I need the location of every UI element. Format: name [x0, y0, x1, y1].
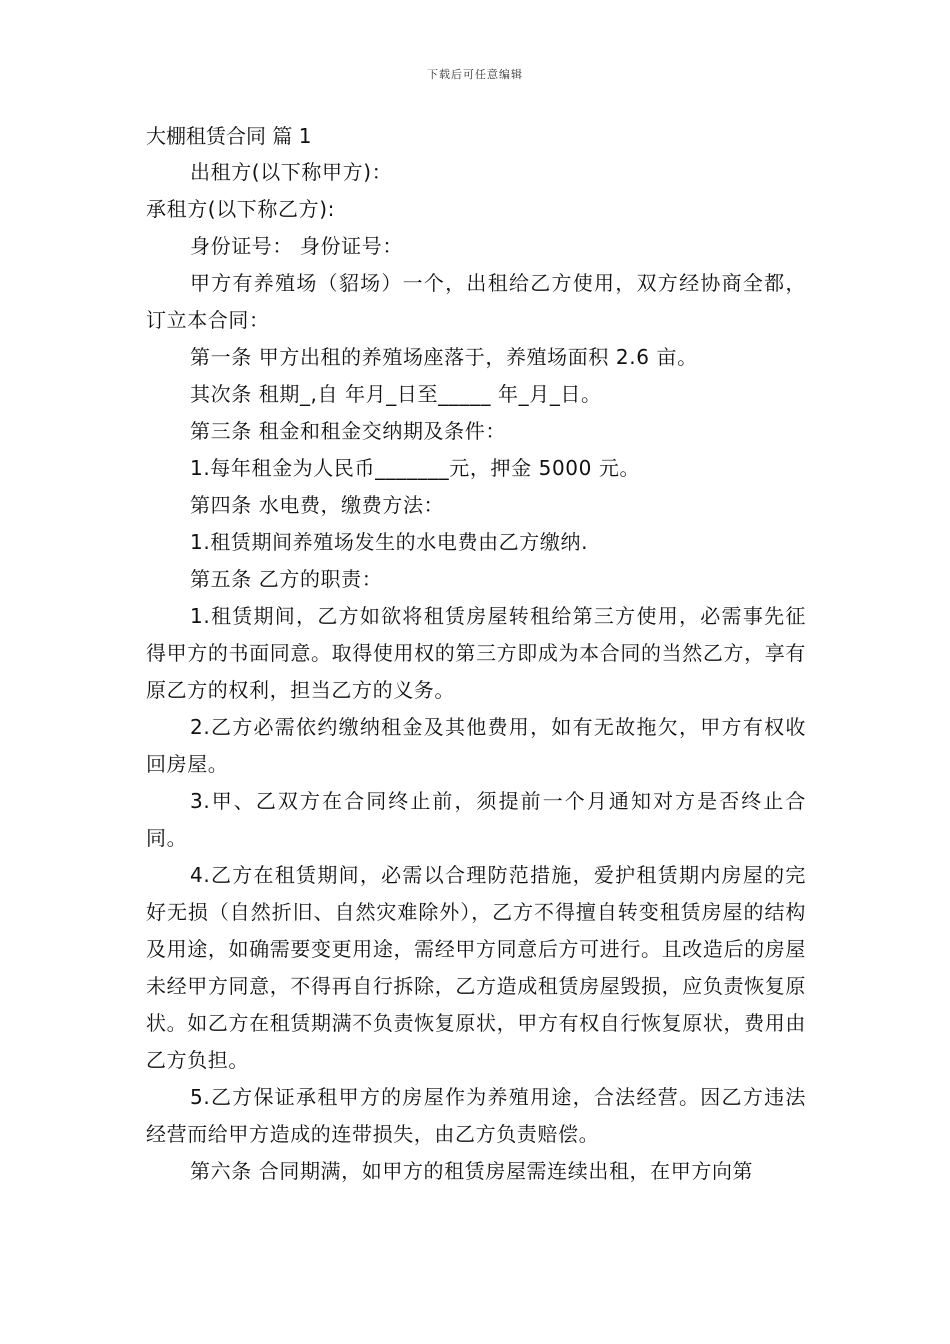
- paragraph: 其次条 租期_,自 年月_日至_____ 年_月_日。: [190, 382, 602, 406]
- paragraph-list: [146, 154, 806, 1190]
- paragraph: 第三条 租金和租金交纳期及条件：: [190, 419, 506, 443]
- paragraph: 1.租赁期间，乙方如欲将租赁房屋转租给第三方使用，必需事先征得甲方的书面同意。取得使用权的第三方即成为本合同的当然乙方，享有原乙方的权利，担当乙方的义务。: [146, 604, 806, 702]
- paragraph: 4.乙方在租赁期间，必需以合理防范措施，爱护租赁期内房屋的完好无损（自然折旧、自然灾难除外），乙方不得擅自转变租赁房屋的结构及用途，如确需要变更用途，需经甲方同意后方可进行。且改造后的房屋未经甲方同意，不得再自行拆除，乙方造成租赁房屋毁损，应负责恢复原状。如乙方在租赁期满不负责恢复原状，甲方有权自行恢复原状，费用由乙方负担。: [146, 863, 806, 1072]
- paragraph: 甲方有养殖场（貂场）一个，出租给乙方使用，双方经协商全都，订立本合同：: [146, 271, 806, 332]
- page-header-note: 下载后可任意编辑: [427, 68, 523, 81]
- document-title: 大棚租赁合同 篇 1: [146, 124, 312, 148]
- paragraph: 1.每年租金为人民币_______元，押金 5000 元。: [190, 456, 641, 480]
- paragraph: 身份证号： 身份证号：: [190, 234, 403, 258]
- paragraph: 第五条 乙方的职责：: [190, 567, 383, 591]
- paragraph: 出租方(以下称甲方)：: [190, 160, 393, 184]
- paragraph: 第一条 甲方出租的养殖场座落于，养殖场面积 2.6 亩。: [190, 345, 698, 369]
- paragraph: 2.乙方必需依约缴纳租金及其他费用，如有无故拖欠，甲方有权收回房屋。: [146, 715, 806, 776]
- paragraph: 5.乙方保证承租甲方的房屋作为养殖用途，合法经营。因乙方违法经营而给甲方造成的连带损失，由乙方负责赔偿。: [146, 1085, 806, 1146]
- paragraph: 承租方(以下称乙方):: [146, 197, 335, 221]
- paragraph: 3.甲、乙双方在合同终止前，须提前一个月通知对方是否终止合同。: [146, 789, 806, 850]
- paragraph: 第六条 合同期满，如甲方的租赁房屋需连续出租，在甲方向第: [190, 1159, 754, 1183]
- document-body: [146, 118, 806, 1190]
- paragraph: 1.租赁期间养殖场发生的水电费由乙方缴纳.: [190, 530, 589, 554]
- paragraph: 第四条 水电费，缴费方法：: [190, 493, 445, 517]
